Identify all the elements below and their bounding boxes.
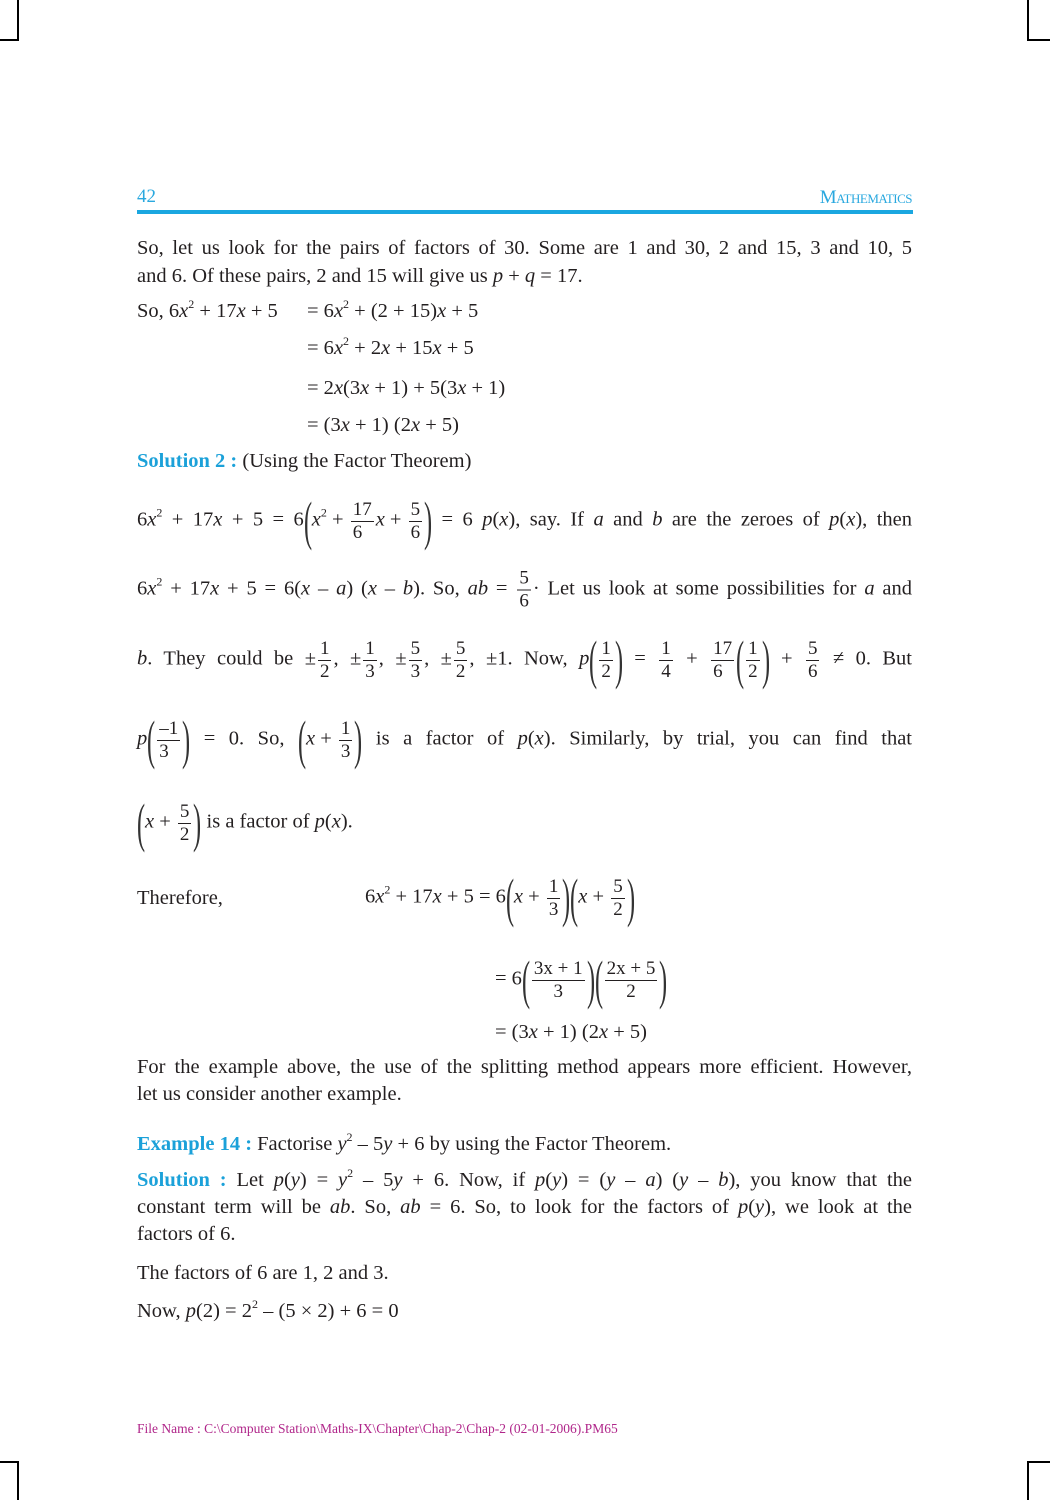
math-variable: x (333, 300, 344, 322)
fraction-numerator: 1 (319, 637, 330, 659)
math-variable: y (679, 1169, 689, 1191)
fraction (746, 638, 760, 683)
fraction-numerator: 5 (519, 567, 529, 589)
paragraph-line: So, let us look for the pairs of factors of 30. Some are 1 and 30, 2 and 15, 3 and 10, 5 (137, 237, 912, 259)
math-variable: ab (329, 1196, 351, 1218)
math-variable: b (402, 577, 414, 600)
fraction-numerator: 5 (410, 637, 421, 659)
paragraph-line: factors of 6. (137, 1223, 236, 1245)
fraction (659, 638, 673, 683)
paragraph-line: For the example above, the use of the splitting method appears more efficient. However, (137, 1056, 912, 1078)
fraction (339, 718, 353, 763)
math-variable: b (652, 508, 663, 531)
fraction (532, 958, 585, 1003)
left-paren: ( (297, 710, 307, 770)
math-variable: a (336, 577, 347, 600)
fraction (599, 638, 613, 683)
math-line: $6x^2 + 17x + 5 = 6(x^2$ + $\frac{17}{6}$ x + $\frac{5}{6}$ ) = 6 p(x), say. If a and b are the zeroes of p(x), then (137, 491, 912, 551)
math-variable: p (535, 1169, 546, 1191)
right-paren: ) (354, 710, 363, 770)
fraction-numerator: –1 (159, 717, 179, 739)
page-number: 42 (137, 186, 156, 207)
math-variable: y (552, 1169, 562, 1191)
fraction (409, 638, 423, 683)
parenthesized-group (595, 952, 668, 1008)
fraction-numerator: 5 (455, 637, 466, 659)
math-variable: x (437, 300, 447, 322)
math-variable: b (137, 647, 148, 670)
math-variable: x (305, 727, 316, 750)
running-title: Mathematics (819, 187, 912, 208)
therefore-label: Therefore, (137, 887, 223, 909)
math-variable: x (410, 414, 421, 436)
left-paren: ( (570, 868, 579, 928)
fraction (547, 876, 561, 921)
math-variable: p (517, 727, 528, 750)
math-variable: ab (467, 577, 489, 600)
equation-step: Now, $p(2) = 2^2 - (5 \times 2) + 6 = 0$ (137, 1297, 399, 1322)
fraction-denominator: 2 (455, 660, 466, 682)
math-variable: p (482, 508, 493, 531)
paragraph-line: The factors of 6 are 1, 2 and 3. (137, 1262, 389, 1284)
fraction-denominator: 2 (179, 823, 190, 845)
math-variable: x (375, 508, 385, 531)
equation-step: = 6( $\frac{3x + 1}{3}$ )( $\frac{2x + 5}{2}$ ) (495, 950, 668, 1010)
parenthesized-group: (x + $\frac{1}{3}$ ) (505, 868, 571, 928)
section-label: Example 14 : (137, 1133, 253, 1155)
crop-mark (1027, 39, 1050, 41)
fraction (611, 876, 625, 921)
fraction-denominator: 6 (410, 521, 421, 543)
fraction-denominator: 2 (601, 660, 611, 682)
superscript: 2 (156, 574, 163, 589)
right-paren: ) (193, 793, 202, 853)
math-variable: p (579, 647, 590, 670)
fraction-denominator: 4 (661, 660, 671, 682)
fraction (351, 499, 374, 544)
math-variable: x (499, 508, 509, 531)
math-variable: x (340, 414, 350, 436)
superscript: 2 (188, 297, 195, 311)
parenthesized-group (147, 712, 190, 768)
paragraph-line: and 6. Of these pairs, 2 and 15 will give us p + q = 17. (137, 265, 583, 287)
fraction-denominator: 6 (807, 660, 818, 682)
fraction (517, 568, 531, 613)
fraction-numerator: 5 (807, 637, 818, 659)
left-paren: ( (736, 630, 745, 690)
crop-mark (1027, 1461, 1050, 1463)
fraction (178, 801, 192, 846)
math-variable: p (492, 265, 504, 287)
crop-mark (0, 39, 19, 41)
crop-mark (17, 1461, 19, 1500)
paragraph-line: Solution : Let $p(y) = y^2 - 5y + 6$. Now, if p(y) = (y – a) (y – b), you know that the (137, 1166, 913, 1191)
fraction (806, 638, 820, 683)
fraction-denominator: 6 (519, 590, 529, 612)
math-variable: p (185, 1300, 197, 1322)
fraction-denominator: 3 (159, 740, 169, 762)
math-variable: x (578, 885, 588, 908)
math-variable: x (311, 508, 321, 531)
fraction (409, 499, 423, 544)
math-variable: x (846, 508, 856, 531)
section-label: Solution : (137, 1169, 227, 1191)
math-line: (x + $\frac{5}{2}$ ) is a factor of p(x). (136, 793, 353, 853)
superscript: 2 (156, 505, 163, 520)
math-variable: x (147, 508, 157, 531)
fraction-denominator: 3 (410, 660, 421, 682)
crop-mark (1027, 1461, 1029, 1500)
math-variable: y (290, 1169, 300, 1191)
math-variable: x (147, 577, 157, 600)
math-line: b. They could be ± $\frac{1}{2}$ , ± $\frac{1}{3}$ , ± $\frac{5}{3}$ , ± $\frac{5}{2}$ , ±1. Now, p( $\frac{1}{2}$ ) = $\frac{1}{4}$ + $\frac{17}{6}$ ( $\frac{1}{2}$ ) + $\frac{5}{6}$ ≠ 0. But (137, 630, 912, 690)
math-variable: y (393, 1169, 403, 1191)
fraction-numerator: 5 (613, 875, 623, 897)
right-paren: ) (586, 950, 595, 1010)
parenthesized-group (736, 632, 769, 688)
right-paren: ) (562, 868, 571, 928)
math-variable: a (864, 577, 875, 600)
fraction-denominator: 3 (365, 660, 375, 682)
math-variable: x (333, 337, 344, 359)
math-variable: y (383, 1133, 393, 1155)
fraction-numerator: 3x + 1 (533, 957, 583, 979)
math-variable: p (314, 810, 325, 833)
math-variable: x (179, 300, 189, 322)
paragraph-line: let us consider another example. (137, 1083, 402, 1105)
fraction-denominator: 2 (319, 660, 330, 682)
math-variable: b (718, 1169, 729, 1191)
math-variable: x (381, 337, 391, 359)
equation-step: = 2x(3x + 1) + 5(3x + 1) (307, 377, 506, 399)
math-variable: p (829, 508, 840, 531)
fraction-denominator: 6 (352, 521, 363, 543)
fraction-numerator: 1 (548, 875, 559, 897)
math-variable: x (367, 577, 377, 600)
math-variable: x (432, 885, 442, 908)
math-line: p( $\frac{-1}{3}$ ) = 0. So, (x + $\frac{1}{3}$ ) is a factor of p(x). Similarly, by trial, you can find that (137, 710, 912, 770)
math-variable: x (301, 577, 311, 600)
math-variable: q (524, 265, 536, 287)
superscript: 2 (384, 882, 391, 897)
right-paren: ) (761, 630, 770, 690)
right-paren: ) (614, 630, 623, 690)
right-paren: ) (626, 868, 635, 928)
header-rule (137, 210, 913, 214)
fraction-numerator: 5 (179, 800, 190, 822)
fraction-numerator: 1 (748, 637, 758, 659)
left-paren: ( (589, 630, 598, 690)
math-variable: x (375, 885, 385, 908)
left-paren: ( (505, 868, 514, 928)
superscript: 2 (347, 1166, 354, 1180)
left-paren: ( (521, 950, 530, 1010)
fraction-numerator: 17 (352, 498, 372, 520)
fraction-denominator: 3 (340, 740, 351, 762)
paragraph-line: constant term will be ab. So, ab = 6. So, to look for the factors of p(y), we look at the (137, 1196, 913, 1218)
crop-mark (17, 0, 19, 41)
math-variable: x (144, 810, 155, 833)
superscript: 2 (343, 297, 350, 311)
fraction (318, 638, 332, 683)
math-variable: x (333, 377, 344, 399)
right-paren: ) (424, 491, 433, 551)
math-variable: p (737, 1196, 749, 1218)
math-variable: y (337, 1133, 347, 1155)
fraction (454, 638, 468, 683)
math-variable: y (755, 1196, 765, 1218)
left-paren: ( (303, 491, 312, 551)
superscript: 2 (320, 505, 327, 520)
math-variable: p (137, 727, 148, 750)
left-paren: ( (594, 950, 603, 1010)
superscript: 2 (252, 1297, 258, 1311)
solution-heading: Solution 2 : (Using the Factor Theorem) (137, 450, 472, 472)
fraction (157, 718, 180, 763)
right-paren: ) (182, 710, 191, 770)
parenthesized-group: (x + $\frac{5}{2}$ ) (570, 868, 635, 928)
math-variable: p (273, 1169, 284, 1191)
math-variable: x (513, 885, 523, 908)
superscript: 2 (346, 1130, 353, 1144)
math-variable: y (606, 1169, 616, 1191)
math-variable: x (457, 377, 467, 399)
example-heading: Example 14 : Factorise $y^2 - 5y + 6$ by using the Factor Theorem. (137, 1130, 672, 1155)
fraction-numerator: 1 (601, 637, 611, 659)
math-variable: a (645, 1169, 656, 1191)
equation-step: $6x^2 + 17x + 5 = 6(x$ + $\frac{1}{3}$ )(x + $\frac{5}{2}$ ) (365, 868, 635, 928)
footer-file-name: File Name : C:\Computer Station\Maths-IX\Chapter\Chap-2\Chap-2 (02-01-2006).PM65 (137, 1421, 618, 1436)
equation-step: = $6x^2 + 2x + 15x + 5$ (307, 334, 474, 359)
fraction-denominator: 6 (713, 660, 723, 682)
left-paren: ( (147, 710, 156, 770)
math-variable: x (210, 577, 220, 600)
parenthesized-group (522, 952, 595, 1008)
parenthesized-group: ($x^2$ + $\frac{17}{6}$ x + $\frac{5}{6}$ ) (303, 491, 433, 551)
section-label: Solution 2 : (137, 450, 238, 472)
fraction-numerator: 1 (365, 637, 375, 659)
math-line: $6x^2 + 17x + 5 = 6(x - a)$ (x – b). So, ab = $\frac{5}{6}$ · Let us look at some possibilities for a and (137, 567, 913, 612)
fraction-numerator: 1 (340, 717, 351, 739)
fraction (711, 638, 734, 683)
parenthesized-group (589, 632, 622, 688)
fraction-numerator: 5 (410, 498, 421, 520)
math-variable: x (236, 300, 246, 322)
fraction (605, 958, 658, 1003)
math-variable: a (593, 508, 604, 531)
fraction-denominator: 2 (748, 660, 758, 682)
fraction-denominator: 3 (548, 898, 559, 920)
math-variable: x (528, 1021, 538, 1043)
equation-lhs: So, $6x^2 + 17x + 5$ (137, 297, 278, 322)
fraction-numerator: 2x + 5 (606, 957, 656, 979)
math-variable: x (331, 810, 341, 833)
math-variable: ab (400, 1196, 421, 1218)
fraction-numerator: 17 (713, 637, 733, 659)
math-variable: x (213, 508, 223, 531)
parenthesized-group: (x + $\frac{5}{2}$ ) (136, 793, 202, 853)
equation-step: = $6x^2 + (2 + 15)x + 5$ (307, 297, 479, 322)
math-variable: x (534, 727, 544, 750)
fraction-denominator: 2 (613, 898, 623, 920)
parenthesized-group: (x + $\frac{1}{3}$ ) (297, 710, 363, 770)
equation-step: = (3x + 1) (2x + 5) (307, 414, 459, 436)
crop-mark (1027, 0, 1029, 41)
math-variable: y (338, 1169, 348, 1191)
fraction-numerator: 1 (661, 637, 671, 659)
right-paren: ) (659, 950, 668, 1010)
fraction-denominator: 3 (553, 980, 564, 1002)
math-variable: x (432, 337, 442, 359)
math-variable: x (360, 377, 370, 399)
superscript: 2 (343, 334, 350, 348)
left-paren: ( (136, 793, 146, 853)
math-variable: x (598, 1021, 609, 1043)
fraction (363, 638, 377, 683)
equation-step: = (3x + 1) (2x + 5) (495, 1021, 647, 1043)
fraction-denominator: 2 (626, 980, 636, 1002)
